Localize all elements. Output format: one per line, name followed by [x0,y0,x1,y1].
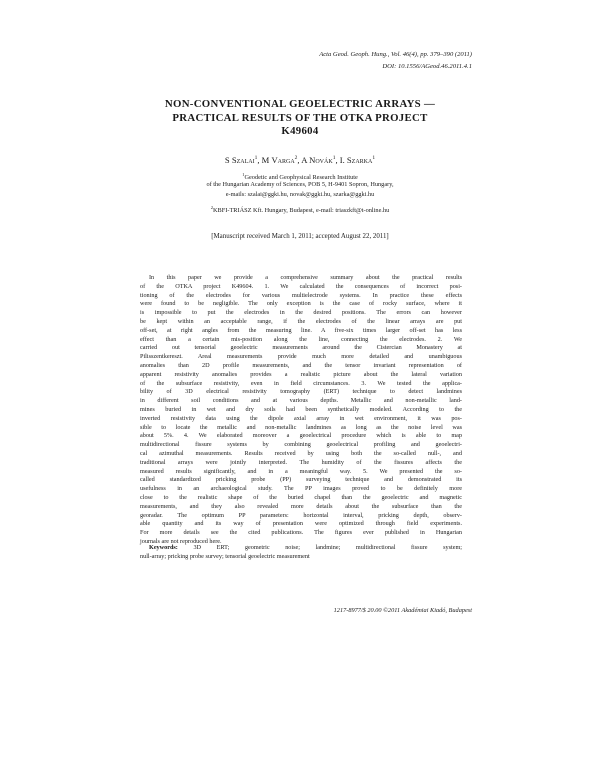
abstract-line: of the subsurface resistivity, even in field circumstances. 3. We tested the applica- [140,379,462,387]
manuscript-dates: [Manuscript received March 1, 2011; accepted August 22, 2011] [211,233,389,240]
paper-title [120,98,480,139]
abstract-line: Pilisszentkereszt. Areal measurements provide much more detailed and unambiguous [140,353,462,361]
abstract-line: apparent resistivity anomalies provides a realistic picture about the lateral variation [140,370,462,378]
title-line: PRACTICAL RESULTS OF THE OTKA PROJECT [172,111,428,124]
abstract-line: journals are not reproduced here. [140,537,222,545]
abstract-line: traditional arrays were jointly interpreted. The humidity of the fissures affects the [140,458,462,466]
abstract-line: cal azimuthal measurements. Results received by using both the so-called null-, and [140,449,462,457]
author: I. Szarka$^1$ [339,155,376,165]
abstract-line: bility of 3D electrical resistivity tomography (ERT) technique to detect landmines [140,388,462,396]
abstract-line: of the OTKA project K49604. 1. We calculated the consequences of incorrect posi- [140,282,462,290]
abstract-line: mines buried in wet and dry soils had been synthetically modeled. According to the [140,405,462,413]
title-line: NON-CONVENTIONAL GEOELECTRIC ARRAYS — [164,98,436,110]
title-line: K49604 [281,125,319,137]
abstract-line: inverted resistivity data using the dipole axial array in wet environment, it was pos- [140,414,462,422]
abstract-line: be kept within an acceptable range, if the electrodes of the linear arrays are put [140,317,462,325]
abstract-line: is impossible to put the electrodes in the desired positions. The errors can however [140,309,462,317]
author: S Szalai$^1$ [224,155,258,165]
abstract [140,274,462,547]
author: M Varga$^2$ [261,155,298,165]
abstract-line: measurements, and they also revealed more details about the subsurface than the [140,502,462,510]
abstract-line: measured results significantly, and in a meaningful way. 5. We presented the so- [140,467,462,475]
copyright-footer: 1217-8977/$ 20.00 ©2011 Akadémiai Kiadó, Budapest [333,607,472,614]
abstract-line: effect than a certain mis-position along the line, connecting the electrodes. 2. We [140,335,462,343]
keywords-label: Keywords: [149,544,178,551]
abstract-line: sible to locate the metallic and non-metallic landmines as long as the noise level was [140,423,462,431]
abstract-line: in different soil conditions and at various depths. Metallic and non-metallic land- [140,397,462,405]
abstract-line: about 5%. 4. We elaborated moreover a geoelectrical procedure which is able to map [140,432,462,440]
abstract-line: close to the realistic shape of the buried chapel than the geoelectric and magnetic [140,493,462,501]
abstract-line: able quantity and its way of presentation were optimized through field experiments. [140,520,462,528]
abstract-line: multidirectional fissure systems by combining geoelectrical profiling and geoelectri- [140,441,462,449]
abstract-line: tioning of the electrodes for various multielectrode systems. In practice these effects [140,291,462,299]
keywords-line: null-array; pricking probe survey; tensorial geoelectric measurement [140,552,310,560]
abstract-line: For more details see the cited publications. The figures ever published in Hungarian [140,529,462,537]
abstract-line: called standardized pricking probe (PP) surveying technique and demonstrated its [140,476,462,484]
abstract-line: georadar. The optimum PP parameters: horizontal interval, pricking depth, observ- [140,511,462,519]
abstract-line: off-set, at right angles from the measuring line. A five-six times larger off-set has less [140,326,462,334]
journal-citation: Acta Geod. Geoph. Hung., Vol. 46(4), pp. 379–390 (2011) [319,51,472,58]
author-list: S Szalai$^1$, M Varga$^2$, A Novák$^1$, I. Szarka$^1$ [224,155,376,165]
keywords [140,544,462,562]
doi-line: DOI: 10.1556/AGeod.46.2011.4.1 [382,63,472,70]
abstract-line: usefulness in an archaeological study. The PP images proved to be definitely more [140,485,462,493]
keywords-line: Keywords: 3D ERT; geometric noise; landmine; multidirectional fissure system; [149,544,462,551]
affiliation-1-line-1: $^1$Geodetic and Geophysical Research Institute [242,172,358,182]
affiliation-1-line-2: of the Hungarian Academy of Sciences, POB 5, H-9401 Sopron, Hungary, [206,181,394,188]
abstract-line: anomalies than 2D profile measurements, and the tensor invariant representation of [140,361,462,369]
abstract-line: carried out tensorial geoelectric measurements around the Cistercian Monastery at [140,344,462,352]
abstract-line: were found to be negligible. The only exception is the case of rocky surface, where it [140,300,462,308]
author: A Novák$^1$ [301,155,336,165]
affiliation-2: $^2$KBFI-TRIÁSZ Kft. Hungary, Budapest, e-mail: triaszkft@t-online.hu [210,205,390,215]
abstract-line: In this paper we provide a comprehensive summary about the practical results [149,274,462,281]
affiliation-1-emails: e-mails: szalai@ggki.hu, novak@ggki.hu, szarka@ggki.hu [225,191,375,198]
